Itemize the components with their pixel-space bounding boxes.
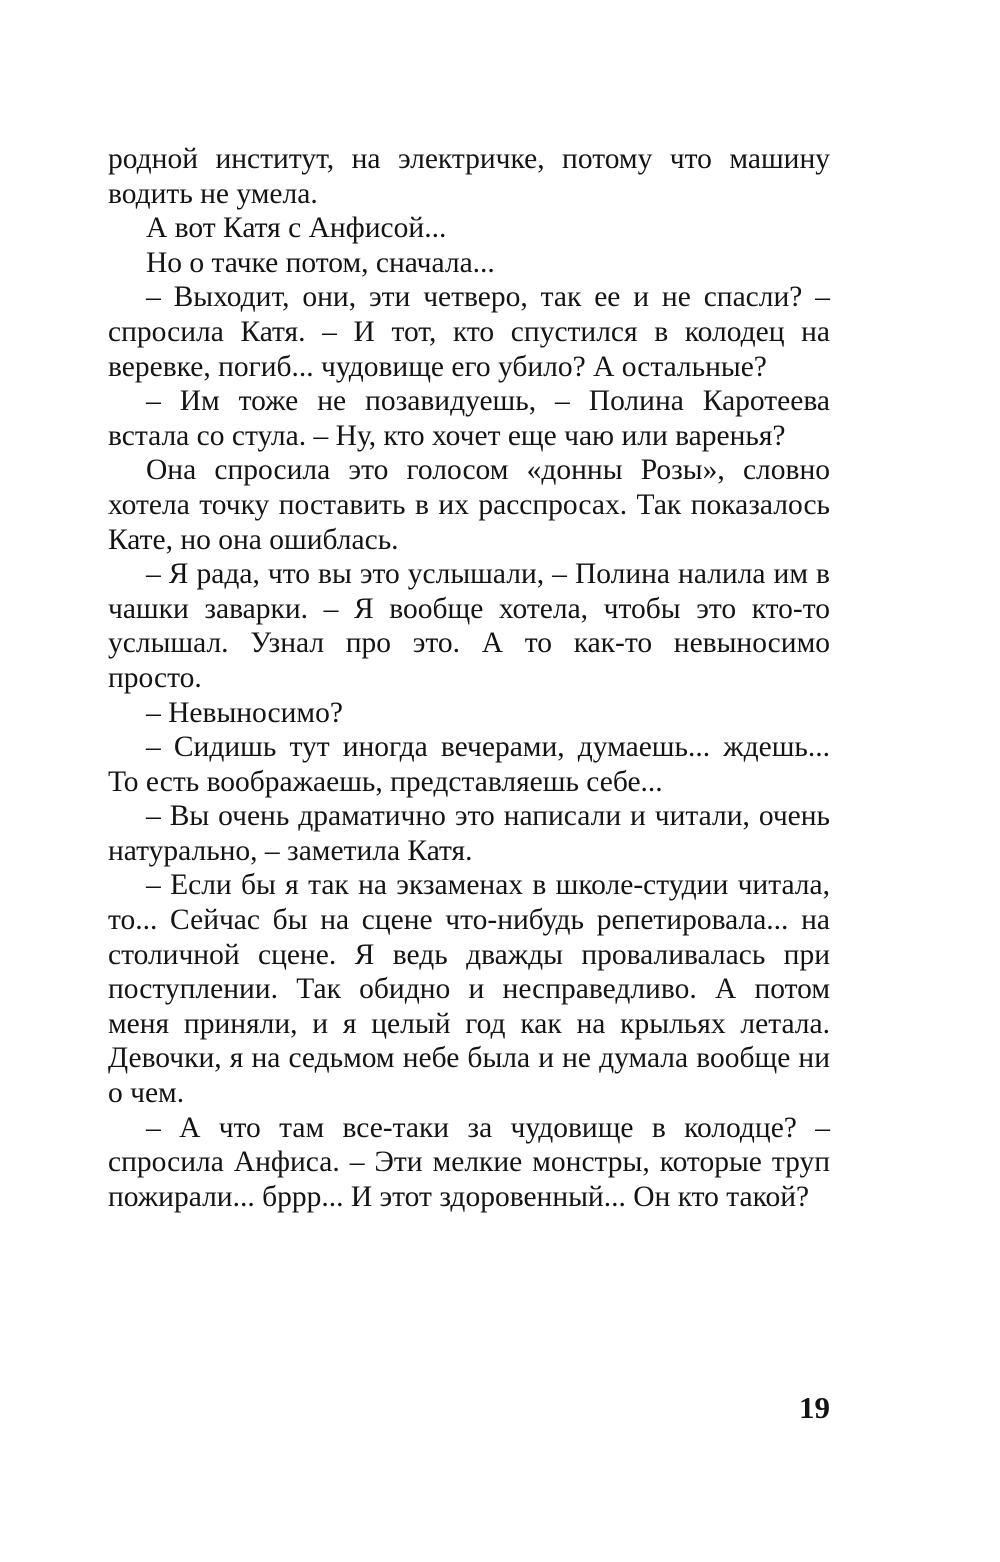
paragraph: – Им тоже не позавидуешь, – Полина Каротеева встала со стула. – Ну, кто хочет еще чаю или варенья? [108, 385, 830, 452]
page-number: 19 [799, 1390, 830, 1425]
paragraph: Но о тачке потом, сначала... [146, 246, 495, 279]
paragraph: – Если бы я так на экзаменах в школе-студии читала, то... Сейчас бы на сцене что-нибудь репетировала... на столичной сцене. Я ведь дважды проваливалась при поступлении. Так обидно и несправедливо. А потом меня приняли, и я целый год как на крыльях летала. Девочки, я на седьмом небе была и не думала вообще ни о чем. [108, 869, 830, 1110]
paragraph: Она спросила это голосом «донны Розы», словно хотела точку поставить в их расспросах. Так показалось Кате, но она ошиблась. [108, 454, 830, 556]
paragraph: – А что там все-таки за чудовище в колодце? – спросила Анфиса. – Эти мелкие монстры, которые труп пожирали... бррр... И этот здоровенный... Он кто такой? [108, 1111, 830, 1213]
book-page-body [108, 142, 830, 1214]
paragraph: – Я рада, что вы это услышали, – Полина налила им в чашки заварки. – Я вообще хотела, чтобы это кто-то услышал. Узнал про это. А то как-то невыносимо просто. [108, 558, 830, 694]
paragraph: – Сидишь тут иногда вечерами, думаешь... ждешь... То есть воображаешь, представляешь себе... [108, 731, 830, 798]
paragraph: – Невыносимо? [146, 696, 343, 729]
paragraph: – Выходит, они, эти четверо, так ее и не спасли? – спросила Катя. – И тот, кто спустился в колодец на веревке, погиб... чудовище его убило? А остальные? [108, 281, 830, 383]
paragraph: родной институт, на электричке, потому что машину водить не умела. [108, 143, 830, 210]
paragraph: А вот Катя с Анфисой... [146, 212, 447, 245]
paragraph: – Вы очень драматично это написали и читали, очень натурально, – заметила Катя. [108, 800, 830, 867]
